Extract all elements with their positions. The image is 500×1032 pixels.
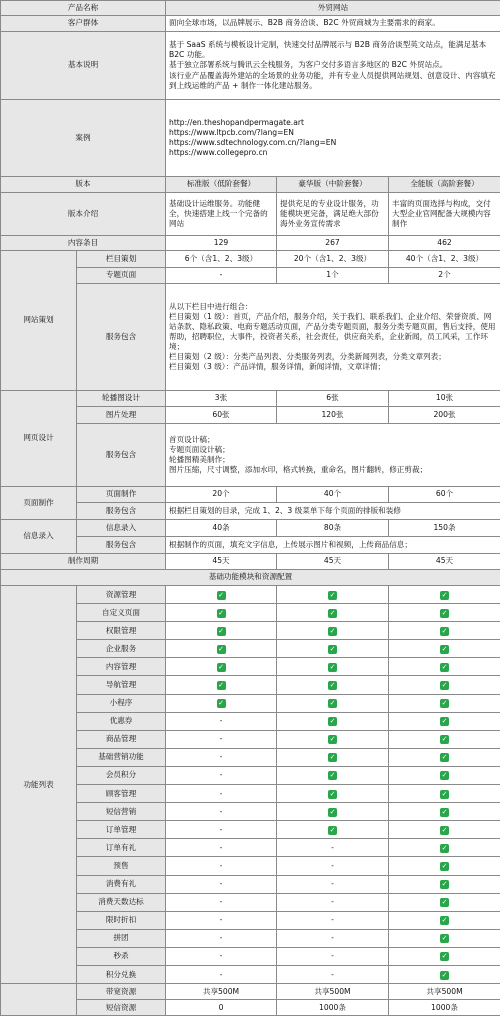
basic-desc-label: 基本说明 [1,32,166,100]
feature-excluded [277,893,389,911]
web-design-group: 网页设计 [1,391,77,487]
dash-mark: - [219,734,223,744]
design-service-text: 首页设计稿； 专题页面设计稿； 轮播图精美制作； 图片压缩，尺寸调整，添加水印，格式转换，重命名，图片翻转，修正剪裁； [166,424,500,487]
feature-excluded [166,911,277,929]
feature-name: 企业服务 [77,640,166,658]
check-icon: ✓ [329,590,336,599]
check-icon: ✓ [441,789,448,798]
feature-excluded [277,965,389,983]
feature-included [389,640,500,658]
check-icon: ✓ [441,735,448,744]
intro-row [1,193,500,236]
customer-text: 面向全球市场，以品牌展示、B2B 商务洽谈、B2C 外贸商城为主要需求的商家。 [166,16,500,32]
check-icon: ✓ [441,699,448,708]
page-making-luxury: 40个 [277,487,389,503]
feature-name: 订单有礼 [77,839,166,857]
check-icon: ✓ [441,934,448,943]
feature-included [277,694,389,712]
check-icon: ✓ [441,681,448,689]
info-entry-label: 信息录入 [77,520,166,537]
check-icon: ✓ [441,880,448,889]
feature-included [166,694,277,712]
column-planning-luxury: 20个（含1、2、3级） [277,251,389,268]
check-icon: ✓ [329,626,336,635]
check-icon: ✓ [218,681,224,689]
section-title-row [1,570,500,586]
feature-included [277,821,389,839]
feature-excluded [166,857,277,875]
check-icon: ✓ [441,807,448,816]
info-entry-standard: 40条 [166,520,277,537]
check-icon: ✓ [218,644,224,653]
check-icon: ✓ [218,590,224,599]
feature-included [389,911,500,929]
feature-name: 短信营销 [77,803,166,821]
entry-service-text: 根据制作的页面，填充文字信息，上传展示图片和视频，上传商品信息； [166,537,500,554]
feature-excluded [277,911,389,929]
check-icon: ✓ [441,626,448,635]
design-service-label: 服务包含 [77,424,166,487]
image-allround: 200张 [389,407,500,424]
dash-mark: - [219,770,223,780]
info-entry-group: 信息录入 [1,520,77,554]
topic-page-allround: 2个 [389,268,500,284]
feature-included [389,929,500,947]
banner-standard: 3张 [166,391,277,407]
image-standard: 60张 [166,407,277,424]
column-planning-row [1,251,500,268]
feature-excluded [166,803,277,821]
check-icon: ✓ [441,916,448,925]
info-entry-row [1,520,500,537]
feature-name: 基础营销功能 [77,748,166,766]
page-making-standard: 20个 [166,487,277,503]
feature-included [277,604,389,622]
intro-allround: 丰富的页面选择与构成，交付大型企业官网配备大规模内容制作 [389,193,500,236]
feature-name: 订单管理 [77,821,166,839]
feature-excluded [277,857,389,875]
feature-included [166,604,277,622]
dash-mark: - [331,842,334,852]
feature-included [389,875,500,893]
feature-included [389,604,500,622]
banner-luxury: 6张 [277,391,389,407]
check-icon: ✓ [329,644,336,653]
feature-name: 秒杀 [77,947,166,965]
content-row [1,236,500,251]
customer-row [1,16,500,32]
feature-included [166,676,277,694]
page-making-group: 页面制作 [1,487,77,520]
feature-included [277,586,389,604]
column-planning-label: 栏目策划 [77,251,166,268]
check-icon: ✓ [218,626,224,635]
version-luxury: 豪华版（中阶套餐） [277,177,389,193]
content-standard: 129 [166,236,277,251]
basic-desc-row [1,32,500,100]
dash-mark: - [219,842,223,852]
feature-included [389,748,500,766]
check-icon: ✓ [329,771,336,780]
feature-included [389,893,500,911]
check-icon: ✓ [441,753,448,762]
feature-included [277,730,389,748]
feature-name: 内容管理 [77,658,166,676]
version-allround: 全能版（高阶套餐） [389,177,500,193]
feature-excluded [166,712,277,730]
feature-name: 权限管理 [77,622,166,640]
feature-row [1,586,500,604]
sms-standard: 0 [166,1000,277,1016]
feature-included [166,586,277,604]
feature-included [277,766,389,784]
feature-included [389,965,500,983]
banner-design-label: 轮播图设计 [77,391,166,407]
feature-included [389,676,500,694]
check-icon: ✓ [329,681,336,689]
dash-mark: - [219,897,223,907]
sms-luxury: 1000条 [277,1000,389,1016]
dash-mark: - [331,951,334,961]
feature-name: 优惠券 [77,712,166,730]
topic-page-luxury: 1个 [277,268,389,284]
dash-mark: - [219,969,223,979]
product-name-label: 产品名称 [1,1,166,16]
feature-excluded [166,875,277,893]
basic-desc-text: 基于 SaaS 系统与模板设计定制，快速交付品牌展示与 B2B 商务洽谈型英文站点，能满足基本 B2C 功能。 基于独立部署系统与腾讯云全栈服务，为客户交付多语言多地区的 B2C 外贸站点。 该行业产品覆盖海外建站的全场景的业务功能，并有专业人员提供网站规划、创意设计、内容填充到上线运维的产品 + 制作一体化建站服务。 [166,32,500,100]
resource-group [1,984,77,1016]
check-icon: ✓ [441,970,448,979]
header-row [1,1,500,16]
cycle-allround: 45天 [389,554,500,570]
cycle-luxury: 45天 [277,554,389,570]
feature-included [166,640,277,658]
check-icon: ✓ [329,753,336,762]
dash-mark: - [331,879,334,889]
sms-label: 短信资源 [77,1000,166,1016]
dash-mark: - [219,806,223,816]
making-service-label: 服务包含 [77,503,166,520]
dash-mark: - [219,752,223,762]
check-icon: ✓ [441,898,448,907]
intro-luxury: 提供充足的专业设计服务，功能模块更完备，满足绝大部份海外业务宣传需求 [277,193,389,236]
banner-allround: 10张 [389,391,500,407]
feature-included [389,694,500,712]
dash-mark: - [219,951,223,961]
dash-mark: - [219,879,223,889]
feature-name: 预售 [77,857,166,875]
column-planning-allround: 40个（含1、2、3级） [389,251,500,268]
bandwidth-allround: 共享500M [389,984,500,1000]
cases-row [1,100,500,177]
feature-included [389,766,500,784]
check-icon: ✓ [218,662,224,671]
cases-links: http://en.theshopandpermagate.art https://www.ltpcb.com/?lang=EN https://www.sdtechnology.com.cn/?lang=EN https://www.collegepro.cn [166,100,500,177]
feature-name: 商品管理 [77,730,166,748]
feature-name: 拼团 [77,929,166,947]
feature-excluded [166,965,277,983]
product-name-value: 外贸网站 [166,1,500,16]
check-icon: ✓ [329,807,336,816]
customer-label: 客户群体 [1,16,166,32]
bandwidth-row [1,984,500,1000]
feature-included [277,622,389,640]
feature-name: 限时折扣 [77,911,166,929]
dash-mark: - [219,788,223,798]
website-planning-group: 网站策划 [1,251,77,391]
feature-name: 导航管理 [77,676,166,694]
info-entry-luxury: 80条 [277,520,389,537]
feature-excluded [277,839,389,857]
dash-mark: - [219,824,223,834]
feature-list [1,586,500,984]
content-allround: 462 [389,236,500,251]
feature-excluded [277,875,389,893]
feature-included [389,803,500,821]
dash-mark: - [331,915,334,925]
feature-included [277,658,389,676]
bandwidth-luxury: 共享500M [277,984,389,1000]
dash-mark: - [331,860,334,870]
feature-included [389,730,500,748]
making-service-text: 根据栏目策划的目录，完成 1、2、3 级菜单下每个页面的排版和装修 [166,503,500,520]
feature-excluded [166,821,277,839]
feature-included [389,821,500,839]
check-icon: ✓ [441,771,448,780]
version-standard: 标准版（低阶套餐） [166,177,277,193]
feature-included [389,712,500,730]
page-making-label: 页面制作 [77,487,166,503]
feature-excluded [277,947,389,965]
page-making-row [1,487,500,503]
check-icon: ✓ [441,662,448,671]
feature-name: 会员积分 [77,766,166,784]
feature-excluded [166,785,277,803]
feature-included [277,676,389,694]
topic-page-label: 专题页面 [77,268,166,284]
feature-included [277,712,389,730]
check-icon: ✓ [329,825,336,834]
check-icon: ✓ [441,717,448,726]
feature-included [166,622,277,640]
feature-name: 自定义页面 [77,604,166,622]
check-icon: ✓ [329,699,336,708]
column-planning-standard: 6个（含1、2、3级） [166,251,277,268]
bandwidth-label: 带宽资源 [77,984,166,1000]
dash-mark: - [331,897,334,907]
check-icon: ✓ [218,608,224,617]
cycle-row [1,554,500,570]
dash-mark: - [331,933,334,943]
planning-service-text: 从以下栏目中进行组合： 栏目策划（1 级）：首页，产品介绍，服务介绍，关于我们、联系我们、企业介绍、荣誉资质、网站条款、隐私政策、电商专题活动页面，产品分类专题页面，服务分类专题页面，售后支持，使用帮助，招聘职位，大事件，投资者关系，社会责任，供应商关系，企业新闻，员工风采，工作环境； 栏目策划（2 级）：分类产品列表、分类服务列表，分类新闻列表，分类文章列表； 栏目策划（3 级）：产品详情，服务详情，新闻详情，文章详情； [166,284,500,391]
feature-name: 资源管理 [77,586,166,604]
intro-standard: 基础设计运维服务。功能健全，快速搭建上线一个完备的网站 [166,193,277,236]
dash-mark: - [219,915,223,925]
dash-mark: - [331,969,334,979]
feature-included [389,658,500,676]
dash-mark: - [219,716,223,726]
feature-excluded [166,929,277,947]
entry-service-label: 服务包含 [77,537,166,554]
check-icon: ✓ [441,608,448,617]
banner-design-row [1,391,500,407]
feature-name: 小程序 [77,694,166,712]
info-entry-allround: 150条 [389,520,500,537]
bandwidth-standard: 共享500M [166,984,277,1000]
page-making-allround: 60个 [389,487,500,503]
content-luxury: 267 [277,236,389,251]
feature-name: 消费有礼 [77,875,166,893]
check-icon: ✓ [441,590,448,599]
cycle-standard: 45天 [166,554,277,570]
planning-service-label: 服务包含 [77,284,166,391]
feature-excluded [277,929,389,947]
check-icon: ✓ [329,789,336,798]
feature-included [389,622,500,640]
dash-mark: - [219,860,223,870]
check-icon: ✓ [441,644,448,653]
check-icon: ✓ [441,861,448,870]
feature-excluded [166,748,277,766]
feature-excluded [166,839,277,857]
feature-name: 积分兑换 [77,965,166,983]
check-icon: ✓ [441,952,448,961]
feature-excluded [166,766,277,784]
section-title: 基础功能模块和资源配置 [1,570,500,586]
image-luxury: 120张 [277,407,389,424]
feature-excluded [166,730,277,748]
feature-name: 顾客管理 [77,785,166,803]
image-processing-label: 图片处理 [77,407,166,424]
feature-excluded [166,947,277,965]
intro-label: 版本介绍 [1,193,166,236]
feature-included [277,785,389,803]
cases-label: 案例 [1,100,166,177]
feature-group-label: 功能列表 [1,586,77,984]
topic-page-standard: - [166,268,277,284]
cycle-label: 制作周期 [1,554,166,570]
check-icon: ✓ [329,717,336,726]
feature-included [389,947,500,965]
check-icon: ✓ [218,699,224,708]
feature-excluded [166,893,277,911]
check-icon: ✓ [441,825,448,834]
version-row [1,177,500,193]
dash-mark: - [219,933,223,943]
version-label: 版本 [1,177,166,193]
check-icon: ✓ [441,843,448,852]
feature-included [277,640,389,658]
check-icon: ✓ [329,735,336,744]
feature-included [389,857,500,875]
check-icon: ✓ [329,608,336,617]
check-icon: ✓ [329,662,336,671]
feature-included [389,785,500,803]
feature-name: 消费天数达标 [77,893,166,911]
feature-included [389,839,500,857]
content-label: 内容条目 [1,236,166,251]
sms-allround: 1000条 [389,1000,500,1016]
feature-included [277,803,389,821]
feature-included [166,658,277,676]
feature-included [389,586,500,604]
feature-included [277,748,389,766]
